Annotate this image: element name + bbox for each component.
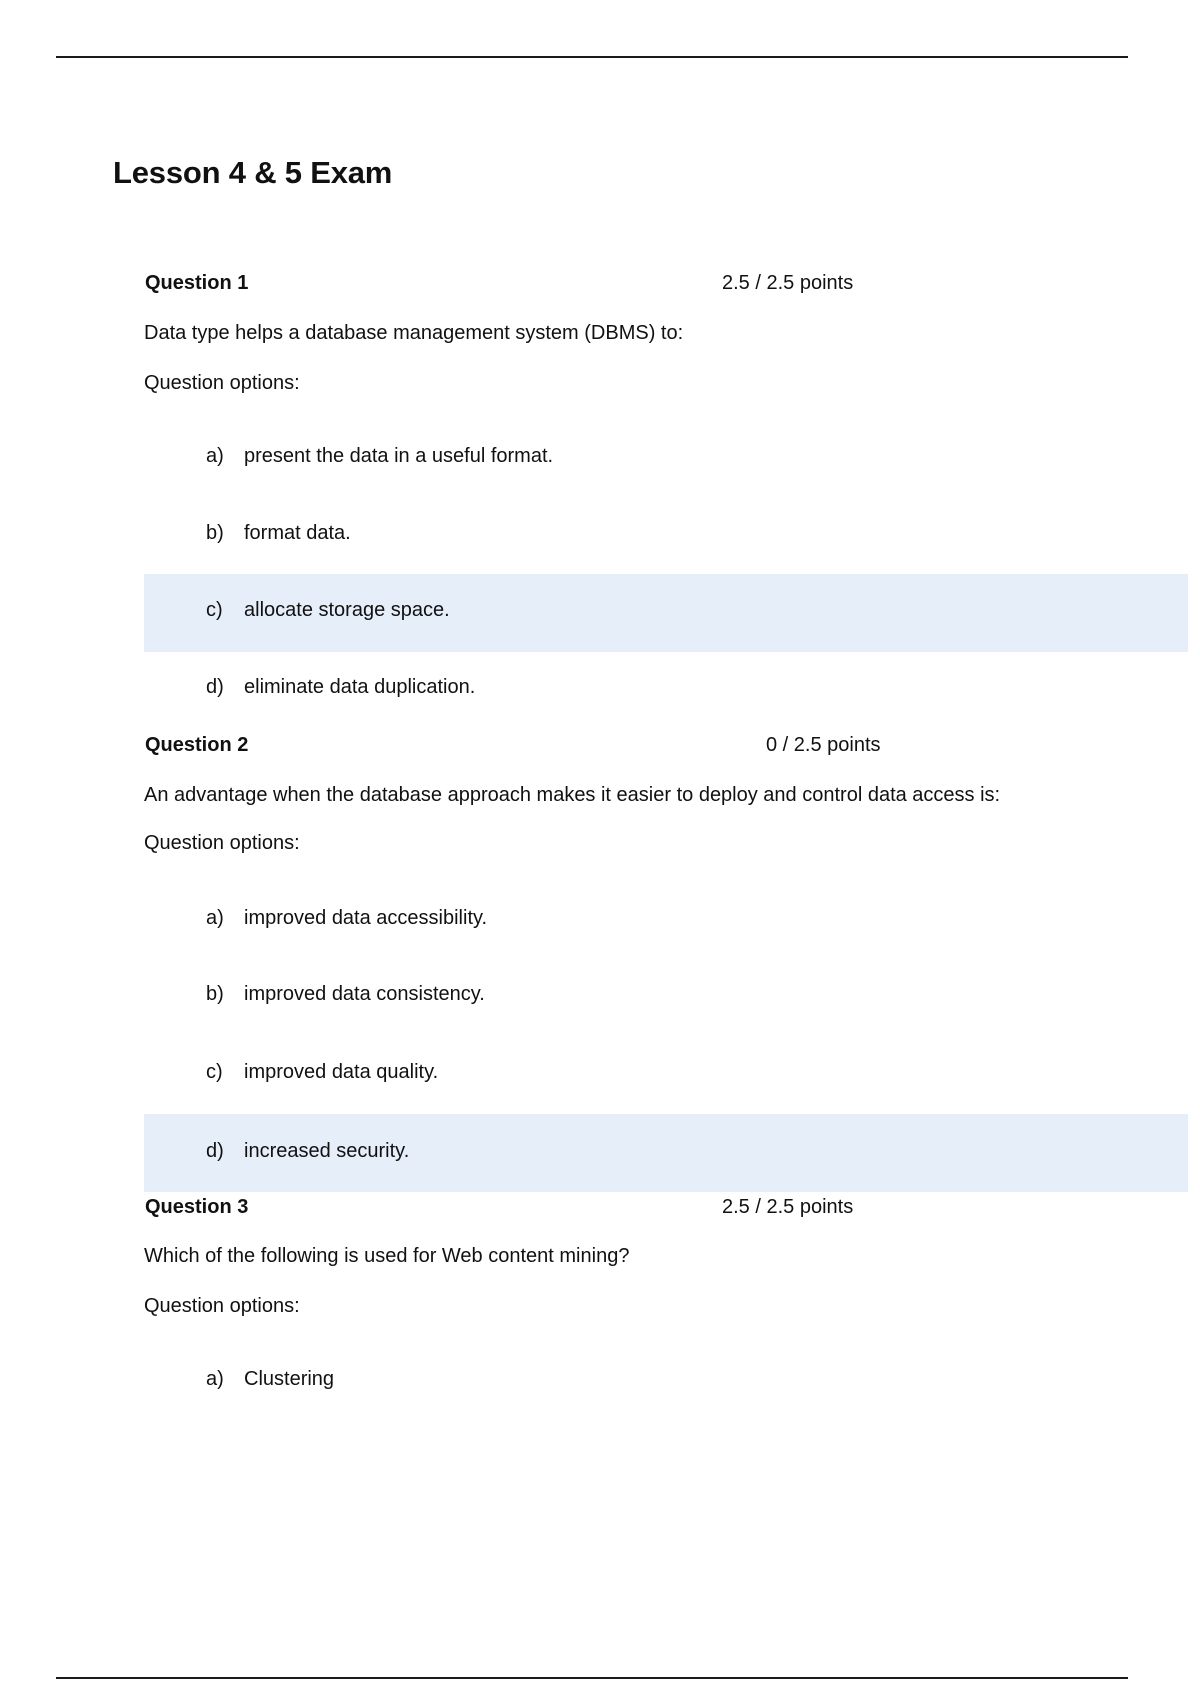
question-prompt: An advantage when the database approach makes it easier to deploy and control data access is: <box>144 784 1001 806</box>
answer-option[interactable] <box>206 983 485 1006</box>
question-heading: Question 2 <box>145 734 249 756</box>
question-heading: Question 3 <box>145 1196 249 1218</box>
question-score: 2.5 / 2.5 points <box>722 272 854 294</box>
option-text: improved data accessibility. <box>244 907 488 929</box>
question-score: 2.5 / 2.5 points <box>722 1196 854 1218</box>
option-letter: a) <box>206 445 224 467</box>
option-letter: a) <box>206 1368 224 1390</box>
option-letter: d) <box>206 676 224 698</box>
answer-option[interactable] <box>206 1368 334 1391</box>
option-text: allocate storage space. <box>244 599 450 621</box>
option-letter: c) <box>206 1061 223 1083</box>
option-letter: b) <box>206 522 224 544</box>
option-letter: a) <box>206 907 224 929</box>
option-text: format data. <box>244 522 351 544</box>
answer-option[interactable] <box>206 676 475 699</box>
answer-option-selected[interactable] <box>206 599 450 622</box>
page-title: Lesson 4 & 5 Exam <box>113 155 393 190</box>
option-letter: b) <box>206 983 224 1005</box>
option-text: increased security. <box>244 1140 410 1162</box>
answer-option[interactable] <box>206 522 351 545</box>
answer-option-selected[interactable] <box>206 1140 409 1163</box>
option-text: present the data in a useful format. <box>244 445 554 467</box>
question-prompt: Data type helps a database management system (DBMS) to: <box>144 322 684 344</box>
option-letter: c) <box>206 599 223 621</box>
option-letter: d) <box>206 1140 224 1162</box>
option-text: improved data consistency. <box>244 983 485 1005</box>
question-options-label: Question options: <box>144 372 300 394</box>
option-text: eliminate data duplication. <box>244 676 476 698</box>
question-options-label: Question options: <box>144 832 300 854</box>
answer-option[interactable] <box>206 445 553 468</box>
answer-option[interactable] <box>206 1061 438 1084</box>
bottom-rule <box>56 1677 1128 1679</box>
question-score: 0 / 2.5 points <box>766 734 881 756</box>
question-options-label: Question options: <box>144 1295 300 1317</box>
top-rule <box>56 56 1128 58</box>
question-heading: Question 1 <box>145 272 249 294</box>
option-text: Clustering <box>244 1368 335 1390</box>
option-text: improved data quality. <box>244 1061 439 1083</box>
question-prompt: Which of the following is used for Web content mining? <box>144 1245 630 1267</box>
answer-option[interactable] <box>206 907 487 930</box>
